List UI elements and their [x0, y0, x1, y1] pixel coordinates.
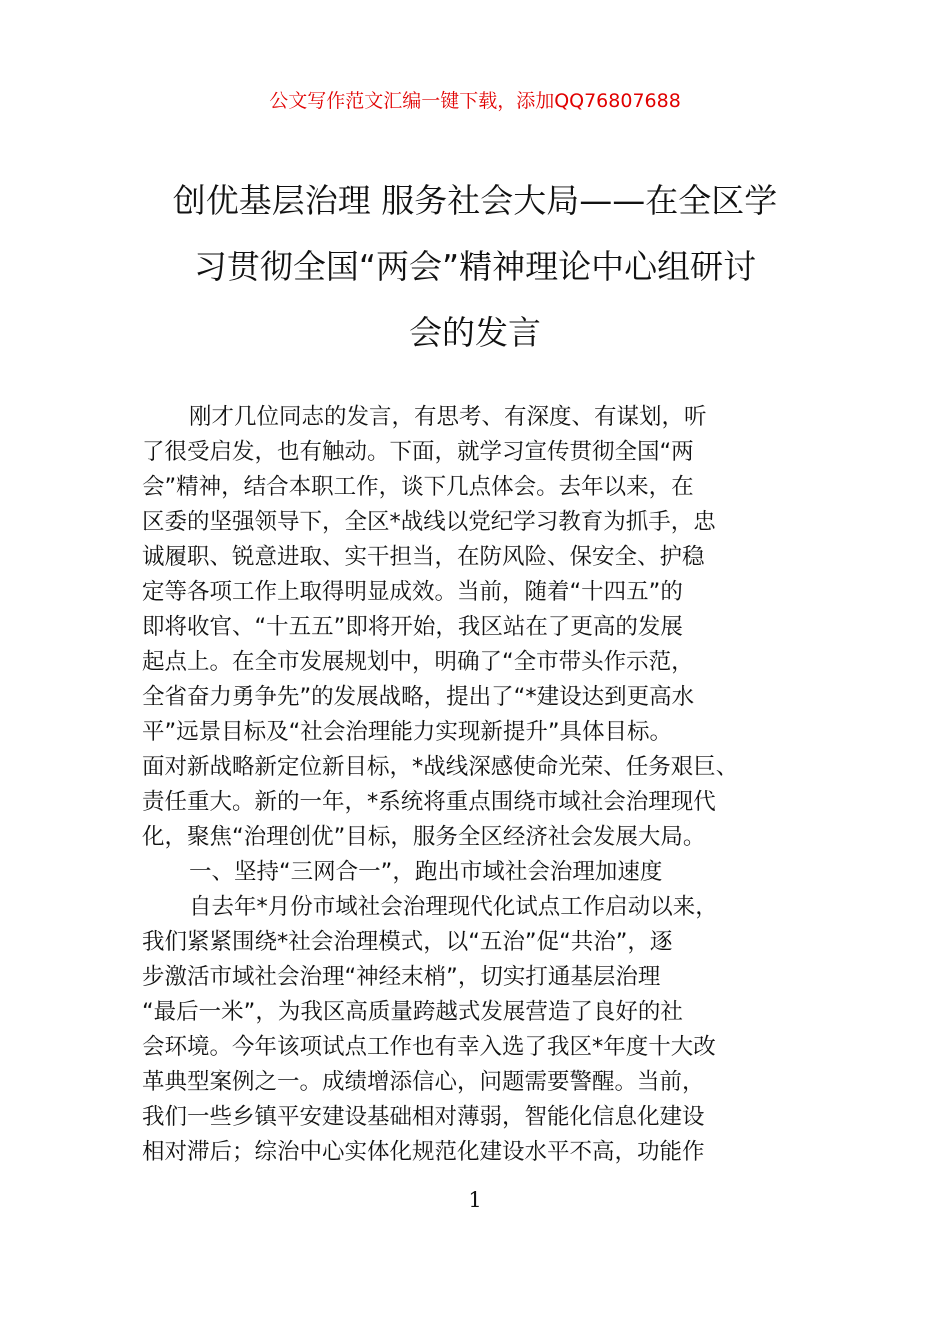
download-notice: 公文写作范文汇编一键下载，添加QQ76807688 [269, 90, 681, 112]
title-line: 创优基层治理 服务社会大局——在全区学 [172, 181, 778, 220]
title-line: 会的发言 [409, 313, 541, 352]
paragraph-line: 面对新战略新定位新目标，*战线深感使命光荣、任务艰巨、 [142, 754, 739, 780]
paragraph-line: 了很受启发，也有触动。下面，就学习宣传贯彻全国“两 [142, 439, 694, 465]
paragraph-line: 相对滞后；综治中心实体化规范化建设水平不高，功能作 [142, 1139, 705, 1165]
paragraph-line: 革典型案例之一。成绩增添信心，问题需要警醒。当前， [142, 1069, 705, 1095]
paragraph-line: 平”远景目标及“社会治理能力实现新提升”具体目标。 [142, 719, 672, 745]
paragraph-line: 我们一些乡镇平安建设基础相对薄弱，智能化信息化建设 [142, 1104, 705, 1130]
paragraph-line: 会”精神，结合本职工作，谈下几点体会。去年以来，在 [142, 474, 694, 500]
section-heading: 一、坚持“三网合一”，跑出市域社会治理加速度 [189, 859, 663, 885]
paragraph-line: 定等各项工作上取得明显成效。当前，随着“十四五”的 [142, 579, 683, 605]
paragraph-line: 诚履职、锐意进取、实干担当，在防风险、保安全、护稳 [142, 544, 705, 570]
paragraph-line: 区委的坚强领导下，全区*战线以党纪学习教育为抓手，忠 [142, 509, 716, 535]
paragraph-line: 全省奋力勇争先”的发展战略，提出了“*建设达到更高水 [142, 684, 695, 710]
paragraph-line: 会环境。今年该项试点工作也有幸入选了我区*年度十大改 [142, 1034, 716, 1060]
paragraph-line: 起点上。在全市发展规划中，明确了“全市带头作示范， [142, 649, 694, 675]
paragraph-line: 责任重大。新的一年，*系统将重点围绕市域社会治理现代 [142, 789, 716, 815]
paragraph-line: 自去年*月份市域社会治理现代化试点工作启动以来， [189, 894, 718, 920]
paragraph-line: 我们紧紧围绕*社会治理模式，以“五治”促“共治”，逐 [142, 929, 673, 955]
paragraph-line: “最后一米”，为我区高质量跨越式发展营造了良好的社 [142, 999, 683, 1025]
document-title [130, 168, 820, 366]
page-number: 1 [468, 1188, 482, 1212]
document-body [142, 400, 812, 1170]
paragraph-line: 步激活市域社会治理“神经末梢”，切实打通基层治理 [142, 964, 661, 990]
paragraph-line: 刚才几位同志的发言，有思考、有深度、有谋划，听 [189, 404, 707, 430]
paragraph-line: 即将收官、“十五五”即将开始，我区站在了更高的发展 [142, 614, 683, 640]
paragraph-line: 化，聚焦“治理创优”目标，服务全区经济社会发展大局。 [142, 824, 706, 850]
title-line: 习贯彻全国“两会”精神理论中心组研讨 [193, 247, 757, 286]
